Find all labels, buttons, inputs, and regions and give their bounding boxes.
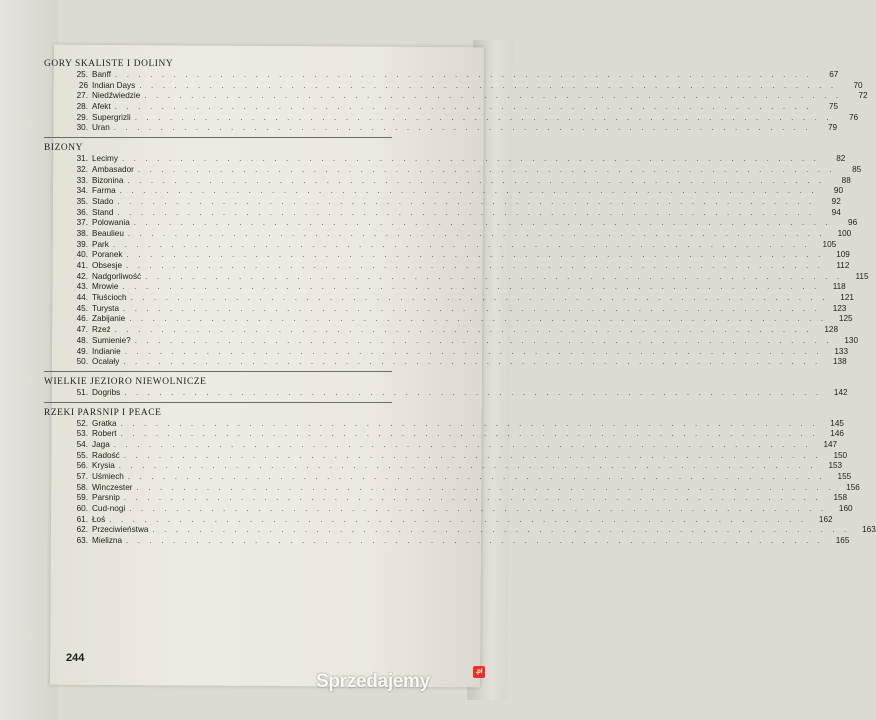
entry-number: 57. [76,472,88,481]
entry-page: 145 [830,418,844,428]
entry-page: 90 [833,186,844,196]
entry-number: 50. [76,357,88,367]
entry-title: Turysta [92,303,119,313]
toc-entry [44,387,848,399]
entry-page: 76 [848,112,859,122]
entry-title: Supergrizli [92,112,131,122]
entry-page: 162 [818,514,833,524]
entry-number: 56. [76,461,88,471]
toc-entry [44,80,863,92]
leader-dots: ............................................................ [126,536,830,546]
entry-page: 79 [828,123,838,133]
toc-entry [44,418,844,430]
entry-page: 112 [836,261,850,270]
entry-title: Ocalały [92,357,120,367]
toc-entry [44,504,853,515]
entry-page: 72 [858,91,868,101]
entry-title: Robert [92,429,117,439]
entry-title: Afekt [92,102,111,112]
entry-number: 45. [76,303,88,313]
entry-page: 94 [831,207,841,217]
entry-page: 155 [837,472,852,481]
leader-dots: ............................................................ [123,303,827,313]
entry-title: Zabijanie [92,314,126,324]
entry-page: 92 [831,196,841,206]
entry-number: 33. [76,175,88,185]
entry-page: 138 [833,357,847,367]
toc-entry [44,218,858,229]
entry-page: 125 [838,314,853,324]
toc-section [44,376,848,399]
leader-dots: ............................................................ [114,102,819,112]
leader-dots: ............................................................ [123,493,828,503]
leader-dots: ............................................................ [120,418,824,428]
entry-page: 105 [822,239,837,249]
entry-title: Winczester [92,482,133,492]
entry-title: Lecimy [92,154,118,164]
entry-number: 37. [76,218,88,228]
leader-dots: ............................................................ [123,357,827,367]
toc-entry [44,186,844,197]
entry-title: Uśmiech [92,472,124,481]
toc-entry [44,282,846,293]
section-title: WIELKIE JEZIORO NIEWOLNICZE [44,376,207,387]
entry-page: 123 [832,303,847,313]
entry-title: Poranek [92,250,123,260]
entry-number: 42. [76,271,88,281]
toc-entry [44,91,868,102]
section-divider [44,371,392,372]
entry-number: 47. [76,325,88,335]
page-number: 244 [66,652,85,664]
leader-dots: ............................................................ [133,218,838,228]
leader-dots: ............................................................ [134,335,839,345]
leader-dots: ............................................................ [109,514,813,524]
entry-page: 147 [823,439,838,449]
leader-dots: ............................................................ [127,472,832,481]
entry-page: 70 [853,80,863,90]
toc-entry [44,439,838,451]
entry-page: 165 [835,536,850,546]
entry-title: Cud-nogi [92,504,126,514]
entry-page: 156 [846,482,860,492]
entry-number: 39. [76,239,88,249]
entry-number: 35. [76,196,88,206]
toc-entry [44,228,852,240]
entry-title: Indianie [92,346,121,356]
entry-page: 115 [855,271,869,281]
toc-entry [44,450,848,462]
leader-dots: ............................................................ [137,164,842,174]
entry-title: Stand [92,207,114,217]
entry-page: 160 [838,504,853,514]
leader-dots: ............................................................ [114,70,819,79]
toc-entry [44,271,869,283]
leader-dots: ............................................................ [120,429,824,439]
leader-dots: ............................................................ [144,91,848,101]
section-title: RZEKI PARSNIP I PEACE [44,407,162,418]
entry-page: 163 [862,525,876,535]
toc-section [44,407,876,547]
entry-title: Mielizna [92,536,123,546]
toc-entry [44,525,876,536]
entry-number: 60. [76,504,88,514]
toc-entry [44,514,833,526]
entry-title: Park [92,239,109,249]
leader-dots: ............................................................ [126,261,830,270]
entry-title: Parsnip [92,493,120,503]
leader-dots: ............................................................ [122,282,826,292]
leader-dots: ............................................................ [118,461,823,471]
entry-page: 128 [824,325,839,335]
entry-number: 30. [76,123,88,133]
toc-entry [44,346,849,358]
toc-entry [44,239,837,251]
leader-dots: ............................................................ [114,325,819,335]
entry-page: 142 [833,387,848,397]
toc-section [44,142,869,368]
entry-title: Łoś [92,514,106,524]
entry-page: 146 [830,429,844,439]
entry-title: Niedźwiedzie [92,91,141,101]
entry-title: Farma [92,186,116,196]
leader-dots: ............................................................ [152,525,856,535]
leader-dots: ............................................................ [112,239,817,249]
toc-entry [44,196,841,208]
entry-title: Przeciwieństwa [92,525,149,535]
entry-title: Indian Days [92,80,136,90]
leader-dots: ............................................................ [145,271,849,281]
toc-entry [44,207,841,219]
entry-number: 49. [76,346,88,356]
entry-number: 29. [76,112,88,122]
toc-entry [44,261,850,272]
entry-number: 27. [76,91,88,101]
entry-number: 54. [76,439,88,449]
entry-title: Obsesje [92,261,123,270]
leader-dots: ............................................................ [123,450,828,460]
leader-dots: ............................................................ [124,387,828,397]
entry-page: 150 [833,450,848,460]
entry-number: 28. [76,102,88,112]
entry-number: 62. [76,525,88,535]
toc-entry [44,250,850,261]
entry-page: 100 [837,228,852,238]
entry-number: 58. [76,482,88,492]
entry-title: Ambasador [92,164,134,174]
toc-section [44,58,868,134]
entry-page: 85 [852,164,862,174]
entry-title: Mrowie [92,282,119,292]
leader-dots: ............................................................ [117,196,821,206]
entry-title: Rzeź [92,325,111,335]
entry-title: Dogribs [92,387,121,397]
leader-dots: ............................................................ [124,346,829,356]
leader-dots: ............................................................ [117,207,821,217]
toc-entry [44,472,852,483]
entry-page: 118 [832,282,846,292]
entry-number: 63. [76,536,88,546]
watermark-text: Sprzedajemy [316,671,430,692]
entry-number: 41. [76,261,88,270]
entry-title: Gratka [92,418,117,428]
entry-page: 158 [833,493,848,503]
entry-number: 36. [76,207,88,217]
entry-number: 38. [76,228,88,238]
toc-entry [44,293,854,304]
entry-number: 34. [76,186,88,196]
leader-dots: ............................................................ [129,504,833,514]
entry-number: 61. [76,514,88,524]
entry-page: 133 [834,346,849,356]
entry-title: Jaga [92,439,110,449]
entry-number: 44. [76,293,88,303]
entry-number: 46. [76,314,88,324]
entry-page: 96 [848,218,858,228]
toc-entry [44,164,862,176]
toc-entry [44,335,859,347]
toc-entry [44,303,847,315]
entry-title: Nadgorliwość [92,271,142,281]
entry-page: 109 [836,250,850,260]
watermark-badge [473,666,485,678]
leader-dots: ............................................................ [113,439,818,449]
toc-entry [44,102,839,113]
entry-number: 25. [76,70,88,79]
toc-entry [44,314,853,325]
toc-entry [44,482,860,494]
toc-entry [44,325,839,336]
toc-entry [44,123,838,134]
entry-page: 121 [840,293,854,303]
entry-page: 153 [828,461,843,471]
entry-page: 130 [844,335,859,345]
toc-entry [44,70,839,81]
section-divider [44,402,392,403]
entry-number: 55. [76,450,88,460]
entry-title: Krysia [92,461,115,471]
leader-dots: ............................................................ [119,186,824,196]
entry-number: 32. [76,164,88,174]
section-title: BIZONY [44,143,84,154]
toc-entry [44,154,846,165]
entry-page: 88 [841,175,851,185]
entry-title: Uran [92,123,110,133]
entry-title: Beaulieu [92,228,124,238]
toc-entry [44,175,851,187]
entry-page: 75 [828,102,839,112]
entry-title: Stado [92,196,114,206]
entry-number: 52. [76,418,88,428]
toc-entry [44,493,848,504]
toc-entry [44,357,847,368]
entry-title: Bizonina [92,175,124,185]
leader-dots: ............................................................ [126,250,830,260]
entry-number: 43. [76,282,88,292]
watermark-badge-label: .pl [475,669,483,675]
leader-dots: ............................................................ [113,123,818,133]
toc-entry [44,429,844,440]
entry-page: 67 [829,70,839,79]
entry-page: 82 [836,154,846,164]
leader-dots: ............................................................ [139,80,843,90]
entry-number: 48. [76,335,88,345]
entry-number: 59. [76,493,88,503]
entry-title: Radość [92,450,120,460]
toc-entry [44,461,843,472]
section-title: GORY SKALISTE I DOLINY [44,59,174,69]
entry-title: Polowania [92,218,130,228]
section-divider [44,137,392,138]
entry-title: Tłuścioch [92,293,127,303]
leader-dots: ............................................................ [121,154,826,164]
table-of-contents [44,58,876,550]
leader-dots: ............................................................ [129,314,833,324]
toc-entry [44,112,859,124]
entry-number: 31. [76,154,88,164]
leader-dots: ............................................................ [130,293,834,303]
leader-dots: ............................................................ [134,112,839,122]
entry-title: Banff [92,70,111,79]
leader-dots: ............................................................ [127,175,831,185]
leader-dots: ............................................................ [127,228,832,238]
toc-entry [44,536,850,547]
entry-title: Sumienie? [92,335,131,345]
leader-dots: ............................................................ [136,482,840,492]
entry-number: 51. [76,387,88,397]
entry-number: 53. [76,429,88,439]
entry-number: 40. [76,250,88,260]
entry-number: 26 [78,80,88,90]
